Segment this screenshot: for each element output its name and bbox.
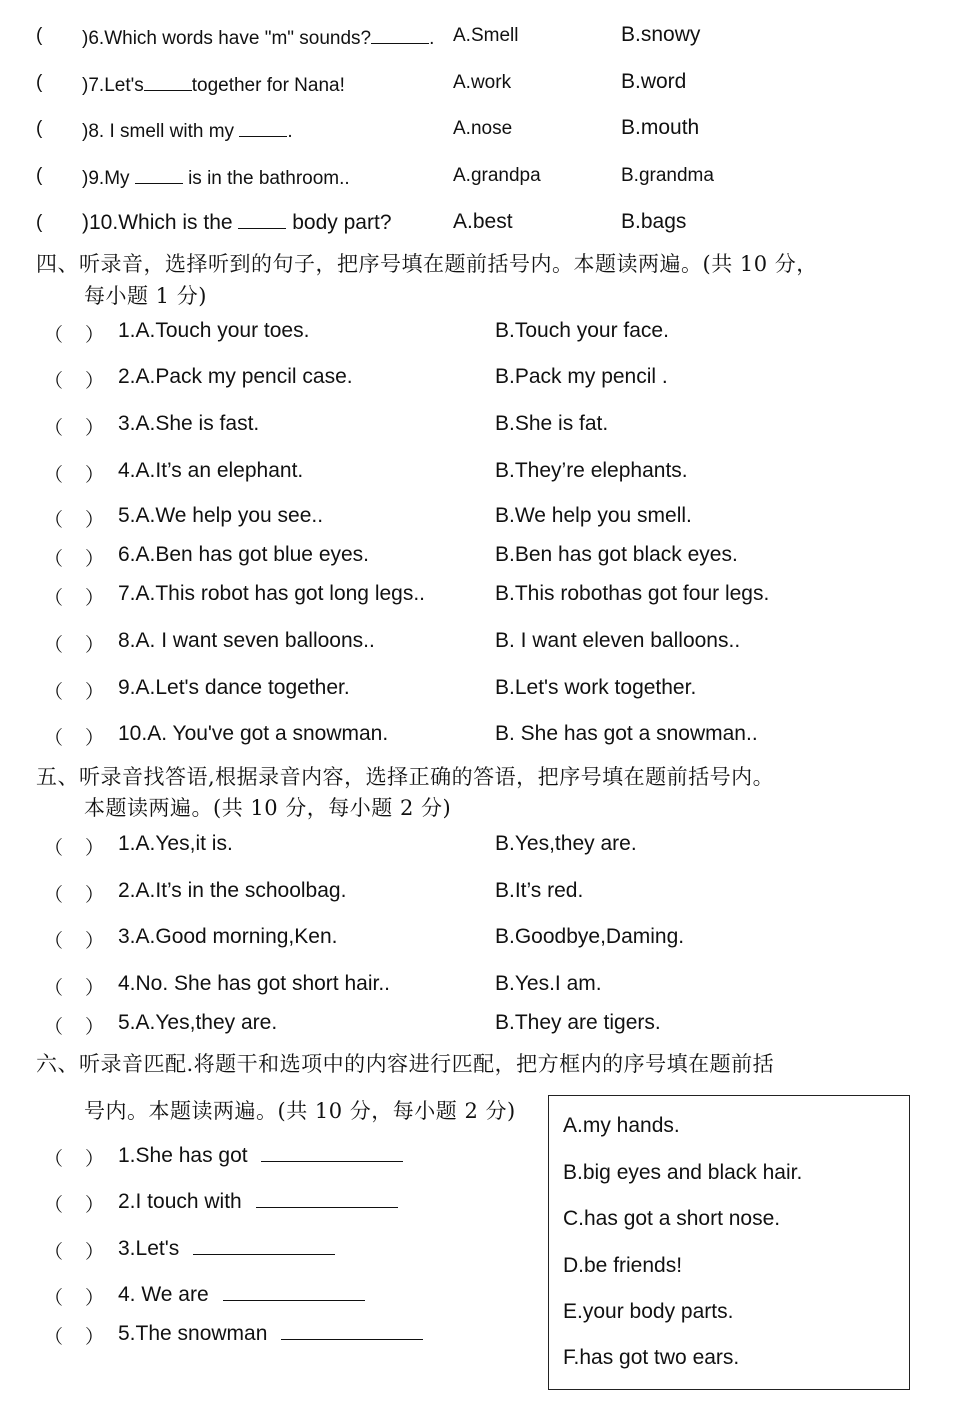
section3-question: )7.Let's together for Nana! [82,72,345,97]
section5-heading-cont: 本题读两遍。(共 10 分，每小题 2 分) [84,796,452,820]
answer-paren[interactable]: （ ） [44,978,105,999]
answer-blank[interactable] [239,118,287,137]
option-b: B.Yes.I am. [495,972,602,995]
option-b: B.It’s red. [495,879,584,902]
answer-blank[interactable] [256,1189,398,1208]
option-a: A.grandpa [453,165,541,186]
answer-paren[interactable]: （ ） [44,588,105,609]
section6-heading: 六、听录音匹配.将题干和选项中的内容进行匹配，把方框内的序号填在题前括 [36,1052,775,1076]
answer-paren[interactable]: （ ） [44,371,105,392]
match-option: E.your body parts. [563,1300,734,1323]
answer-blank[interactable] [144,72,192,91]
answer-paren[interactable]: （ ） [44,1242,105,1263]
section3-question: )8. I smell with my . [82,118,293,143]
answer-paren[interactable]: （ ） [44,510,105,531]
option-b: B.She is fat. [495,412,609,435]
option-b: B.grandma [621,165,714,186]
section3-item: ( [36,118,43,139]
answer-paren[interactable]: （ ） [44,931,105,952]
answer-blank[interactable] [193,1236,335,1255]
section3-item: ( [36,165,43,186]
section3-question: )6.Which words have "m" sounds? . [82,25,434,50]
match-item: 5.The snowman [118,1321,423,1346]
match-item: 1.She has got [118,1143,403,1168]
option-a: 9.A.Let's dance together. [118,676,350,699]
answer-paren[interactable]: （ ） [44,838,105,859]
option-b: B.Ben has got black eyes. [495,543,738,566]
section4-heading-cont: 每小题 1 分) [84,284,207,308]
section4-heading: 四、听录音，选择听到的句子，把序号填在题前括号内。本题读两遍。(共 10 分， [36,252,818,276]
answer-blank[interactable] [238,210,286,229]
answer-paren[interactable]: （ ） [44,1327,105,1348]
match-option: D.be friends! [563,1254,683,1277]
answer-blank[interactable] [281,1321,423,1340]
option-a: 1.A.Touch your toes. [118,319,310,342]
section3-item: ( [36,25,43,46]
option-a: A.best [453,210,513,233]
answer-paren[interactable]: （ ） [44,728,105,749]
option-a: A.nose [453,118,513,139]
option-b: B.Let's work together. [495,676,697,699]
option-b: B.Pack my pencil . [495,365,668,388]
option-b: B.Goodbye,Daming. [495,925,685,948]
answer-paren[interactable]: （ ） [44,682,105,703]
option-a: 3.A.Good morning,Ken. [118,925,338,948]
match-option: C.has got a short nose. [563,1207,781,1230]
match-option: B.big eyes and black hair. [563,1161,803,1184]
option-b: B.word [621,70,687,93]
option-a: 4.No. She has got short hair.. [118,972,390,995]
section3-item: ( [36,72,43,93]
option-a: A.work [453,72,512,93]
option-b: B.snowy [621,23,701,46]
match-item: 2.I touch with [118,1189,398,1214]
match-option: F.has got two ears. [563,1346,740,1369]
option-a: 2.A.It’s in the schoolbag. [118,879,347,902]
section3-item: ( [36,212,43,233]
answer-paren[interactable]: （ ） [44,465,105,486]
section3-question: )9.My is in the bathroom.. [82,165,350,190]
answer-paren[interactable]: （ ） [44,549,105,570]
option-a: 4.A.It’s an elephant. [118,459,304,482]
answer-paren[interactable]: （ ） [44,1195,105,1216]
option-b: B.This robothas got four legs. [495,582,770,605]
option-b: B. I want eleven balloons.. [495,629,741,652]
section5-heading: 五、听录音找答语,根据录音内容，选择正确的答语，把序号填在题前括号内。 [36,765,775,789]
section6-heading-cont: 号内。本题读两遍。(共 10 分，每小题 2 分) [84,1099,516,1123]
answer-paren[interactable]: （ ） [44,885,105,906]
option-b: B.bags [621,210,687,233]
answer-blank[interactable] [223,1282,365,1301]
section3-question: )10.Which is the body part? [82,211,392,234]
match-item: 4. We are [118,1282,365,1307]
option-a: 10.A. You've got a snowman. [118,722,389,745]
option-a: 8.A. I want seven balloons.. [118,629,375,652]
answer-blank[interactable] [135,165,183,184]
option-b: B.mouth [621,116,700,139]
answer-paren[interactable]: （ ） [44,418,105,439]
option-a: 7.A.This robot has got long legs.. [118,582,426,605]
option-a: 1.A.Yes,it is. [118,832,233,855]
answer-paren[interactable]: （ ） [44,1017,105,1038]
answer-paren[interactable]: （ ） [44,635,105,656]
answer-blank[interactable] [261,1143,403,1162]
answer-blank[interactable] [371,25,429,44]
options-box [548,1095,910,1390]
answer-paren[interactable]: （ ） [44,1149,105,1170]
answer-paren[interactable]: （ ） [44,1288,105,1309]
match-item: 3.Let's [118,1236,335,1261]
option-a: 5.A.We help you see.. [118,504,324,527]
option-b: B.Yes,they are. [495,832,637,855]
option-a: 2.A.Pack my pencil case. [118,365,353,388]
option-a: 5.A.Yes,they are. [118,1011,278,1034]
option-b: B.They are tigers. [495,1011,661,1034]
option-b: B.We help you smell. [495,504,692,527]
option-a: A.Smell [453,25,519,46]
match-option: A.my hands. [563,1114,680,1137]
option-a: 6.A.Ben has got blue eyes. [118,543,370,566]
option-a: 3.A.She is fast. [118,412,260,435]
answer-paren[interactable]: （ ） [44,325,105,346]
option-b: B.They’re elephants. [495,459,688,482]
option-b: B. She has got a snowman.. [495,722,758,745]
option-b: B.Touch your face. [495,319,669,342]
